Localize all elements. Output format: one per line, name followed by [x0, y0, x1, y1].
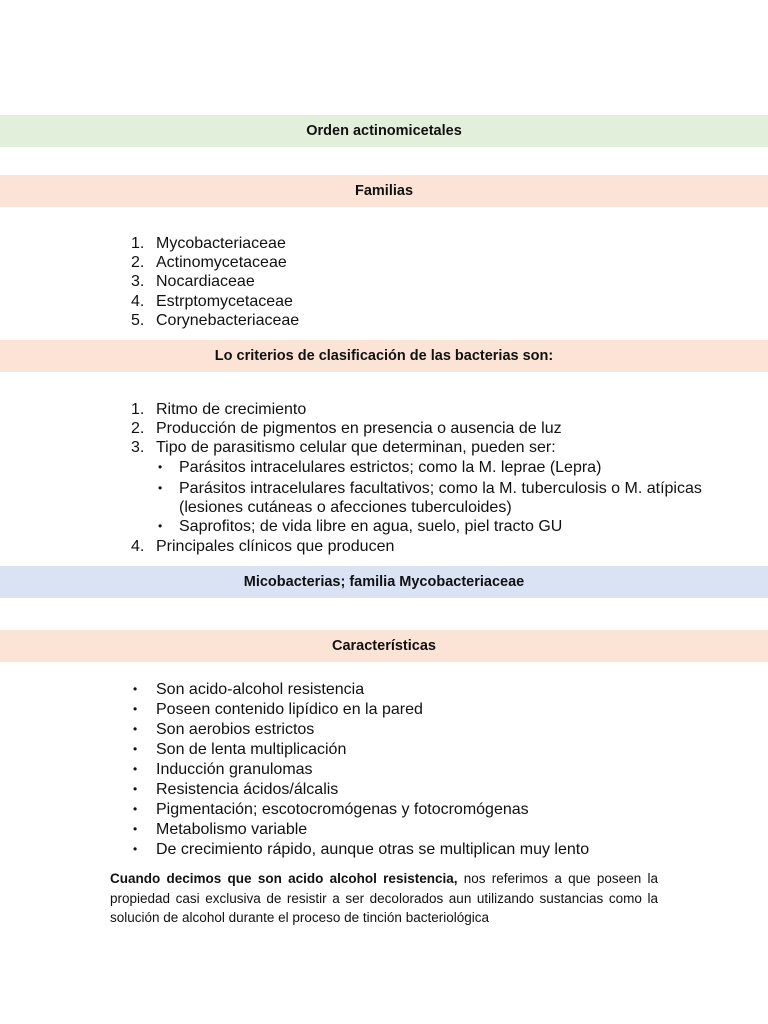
list-item: 1. Ritmo de crecimiento [131, 401, 307, 418]
list-item: • Inducción granulomas [133, 761, 313, 778]
list-item: 5. Corynebacteriaceae [131, 312, 300, 329]
list-item: • Son aerobios estrictos [133, 721, 315, 738]
list-item: • Poseen contenido lipídico en la pared [133, 701, 423, 718]
list-item: 3. Tipo de parasitismo celular que determinan, pueden ser: [131, 439, 556, 456]
list-item: 4. Estrptomycetaceae [131, 293, 293, 310]
list-item: • Pigmentación; escotocromógenas y fotocromógenas [133, 801, 529, 818]
sub-list-item: • Parásitos intracelulares estrictos; como la M. leprae (Lepra) [158, 459, 602, 476]
list-item: • De crecimiento rápido, aunque otras se multiplican muy lento [133, 841, 590, 858]
list-item: • Resistencia ácidos/álcalis [133, 781, 339, 798]
heading-criterios: Lo criterios de clasificación de las bacterias son: [0, 340, 768, 372]
list-item: • Metabolismo variable [133, 821, 308, 838]
heading-familias: Familias [0, 175, 768, 207]
list-item: 3. Nocardiaceae [131, 273, 255, 290]
sub-list-item-continuation: (lesiones cutáneas o afecciones tuberculoides) [179, 499, 512, 516]
heading-caracteristicas: Características [0, 630, 768, 662]
heading-micobacterias: Micobacterias; familia Mycobacteriaceae [0, 566, 768, 598]
sub-list-item: • Parásitos intracelulares facultativos; como la M. tuberculosis o M. atípicas [158, 480, 702, 497]
list-item: • Son acido-alcohol resistencia [133, 681, 365, 698]
list-item: 1. Mycobacteriaceae [131, 235, 286, 252]
sub-list-item: • Saprofitos; de vida libre en agua, suelo, piel tracto GU [158, 518, 563, 535]
list-item: • Son de lenta multiplicación [133, 741, 347, 758]
list-item: 2. Actinomycetaceae [131, 254, 287, 271]
list-item: 4. Principales clínicos que producen [131, 538, 395, 555]
heading-orden: Orden actinomicetales [0, 115, 768, 147]
explanation-paragraph: Cuando decimos que son acido alcohol resistencia, nos referimos a que poseen la propiedad casi exclusiva de resistir a ser decolorados aun utilizando sustancias como la solución de alcohol durante el proceso de tinción bacteriológica [110, 871, 658, 925]
list-item: 2. Producción de pigmentos en presencia o ausencia de luz [131, 420, 562, 437]
